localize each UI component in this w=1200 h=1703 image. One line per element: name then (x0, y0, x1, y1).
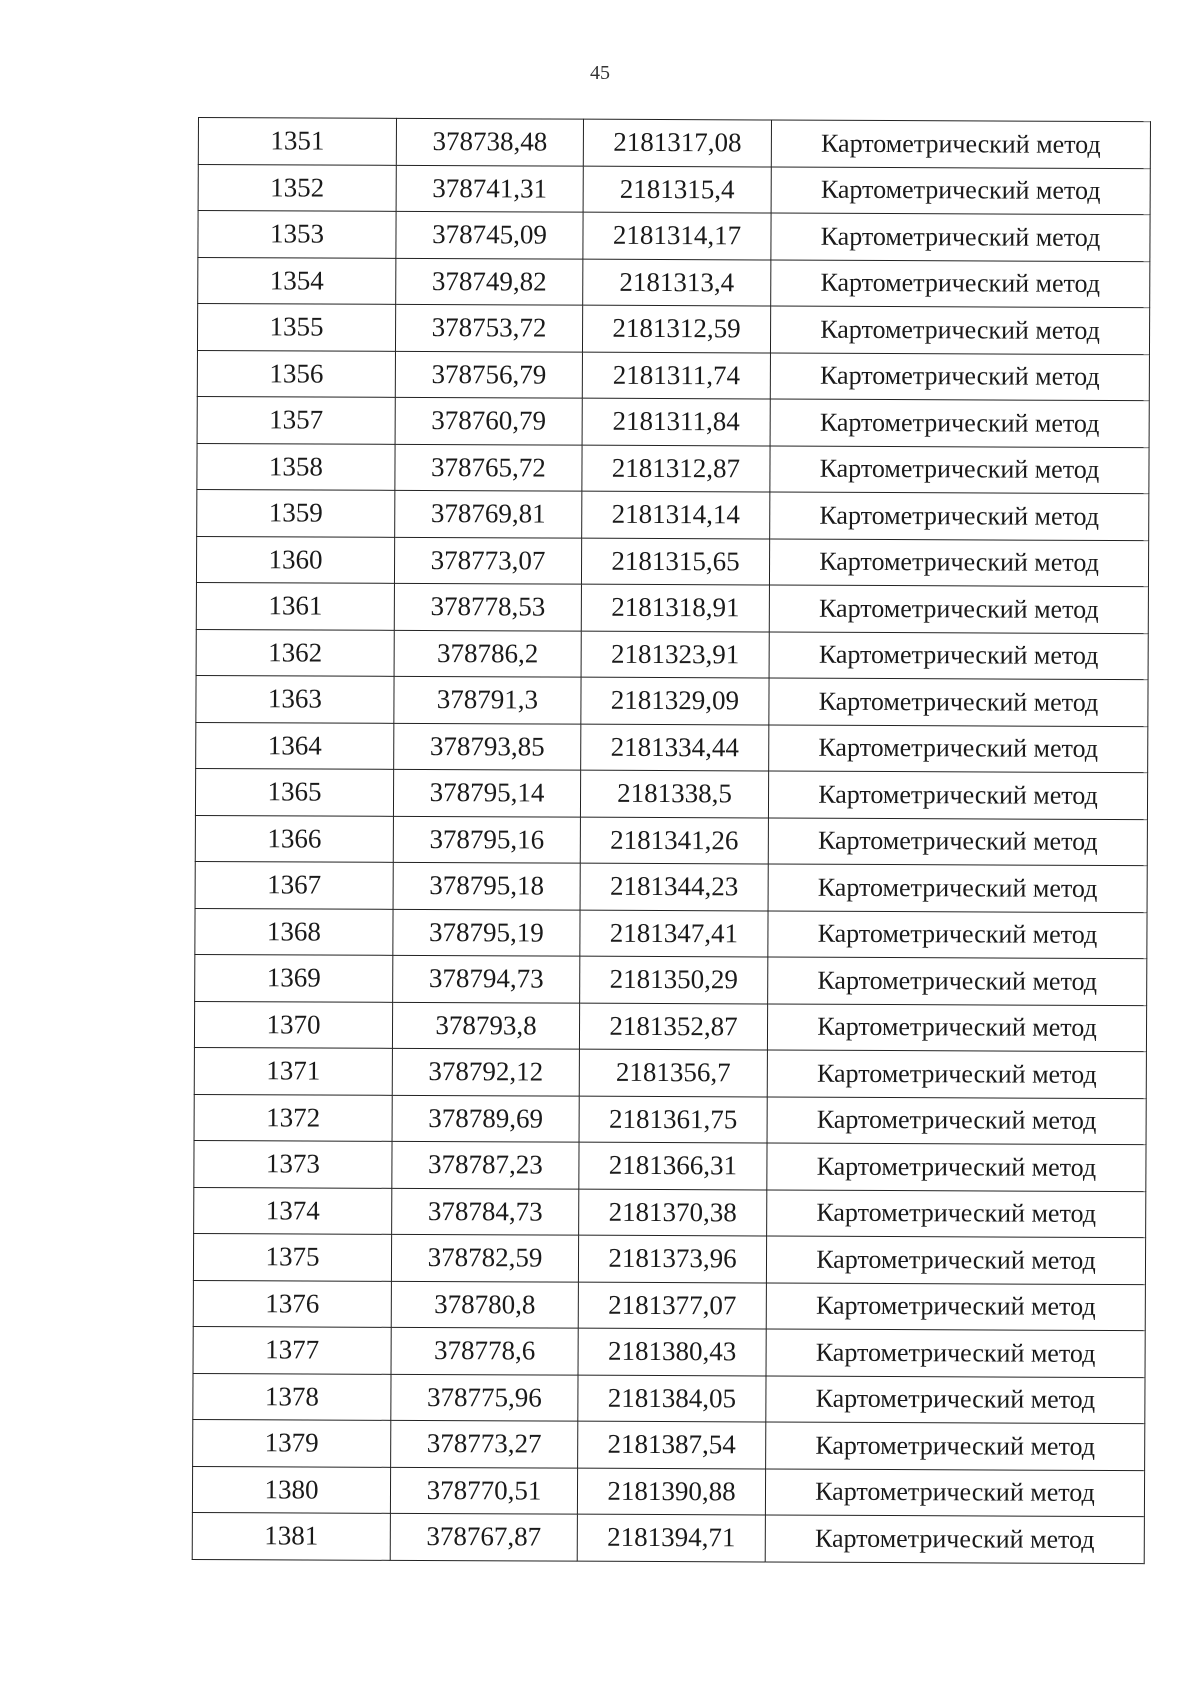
table-row (192, 1466, 1144, 1517)
y-coordinate-cell: 2181312,59 (582, 305, 770, 352)
x-coordinate-cell: 378778,53 (394, 583, 581, 630)
y-coordinate-cell: 2181344,23 (580, 863, 768, 910)
x-coordinate-cell: 378793,8 (392, 1002, 579, 1049)
table-row (193, 1373, 1145, 1424)
point-number-cell: 1361 (196, 582, 394, 629)
x-coordinate-cell: 378770,51 (390, 1467, 577, 1514)
method-cell: Картометрический метод (770, 306, 1149, 354)
method-cell: Картометрический метод (770, 399, 1149, 447)
y-coordinate-cell: 2181377,07 (578, 1282, 766, 1329)
coordinates-table (192, 117, 1151, 1564)
point-number-cell: 1362 (196, 629, 394, 676)
point-number-cell: 1369 (195, 954, 393, 1001)
y-coordinate-cell: 2181315,4 (583, 166, 771, 213)
method-cell: Картометрический метод (768, 771, 1147, 819)
y-coordinate-cell: 2181352,87 (579, 1003, 767, 1050)
point-number-cell: 1377 (193, 1326, 391, 1373)
method-cell: Картометрический метод (766, 1282, 1145, 1330)
x-coordinate-cell: 378756,79 (395, 351, 582, 398)
table-row (198, 164, 1150, 215)
table-row (193, 1233, 1145, 1284)
point-number-cell: 1374 (194, 1187, 392, 1234)
y-coordinate-cell: 2181366,31 (579, 1142, 767, 1189)
point-number-cell: 1379 (193, 1419, 391, 1466)
method-cell: Картометрический метод (768, 864, 1147, 912)
table-row (196, 722, 1148, 773)
method-cell: Картометрический метод (765, 1515, 1144, 1563)
point-number-cell: 1351 (198, 118, 396, 165)
y-coordinate-cell: 2181356,7 (579, 1049, 767, 1096)
table-row (198, 118, 1150, 169)
method-cell: Картометрический метод (765, 1468, 1144, 1516)
table-row (193, 1280, 1145, 1331)
table-row (194, 1140, 1146, 1191)
y-coordinate-cell: 2181313,4 (583, 259, 771, 306)
y-coordinate-cell: 2181370,38 (579, 1189, 767, 1236)
point-number-cell: 1378 (193, 1373, 391, 1420)
x-coordinate-cell: 378767,87 (390, 1513, 577, 1560)
point-number-cell: 1358 (197, 443, 395, 490)
method-cell: Картометрический метод (767, 1189, 1146, 1237)
point-number-cell: 1381 (192, 1512, 390, 1559)
point-number-cell: 1365 (195, 768, 393, 815)
point-number-cell: 1363 (196, 675, 394, 722)
point-number-cell: 1353 (198, 211, 396, 258)
y-coordinate-cell: 2181380,43 (578, 1328, 766, 1375)
y-coordinate-cell: 2181384,05 (578, 1375, 766, 1422)
point-number-cell: 1364 (196, 722, 394, 769)
y-coordinate-cell: 2181387,54 (578, 1421, 766, 1468)
point-number-cell: 1356 (197, 350, 395, 397)
table-row (195, 908, 1147, 959)
y-coordinate-cell: 2181323,91 (581, 631, 769, 678)
x-coordinate-cell: 378760,79 (395, 397, 582, 444)
x-coordinate-cell: 378787,23 (392, 1141, 579, 1188)
point-number-cell: 1368 (195, 908, 393, 955)
y-coordinate-cell: 2181329,09 (581, 677, 769, 724)
x-coordinate-cell: 378793,85 (394, 723, 581, 770)
x-coordinate-cell: 378741,31 (396, 165, 583, 212)
page-number: 45 (590, 62, 610, 84)
method-cell: Картометрический метод (771, 260, 1150, 308)
point-number-cell: 1354 (198, 257, 396, 304)
table-row (195, 768, 1147, 819)
table-row (195, 954, 1147, 1005)
method-cell: Картометрический метод (766, 1236, 1145, 1284)
point-number-cell: 1360 (196, 536, 394, 583)
point-number-cell: 1380 (192, 1466, 390, 1513)
method-cell: Картометрический метод (768, 817, 1147, 865)
x-coordinate-cell: 378791,3 (394, 676, 581, 723)
x-coordinate-cell: 378745,09 (396, 211, 583, 258)
method-cell: Картометрический метод (769, 631, 1148, 679)
point-number-cell: 1355 (197, 304, 395, 351)
x-coordinate-cell: 378794,73 (393, 955, 580, 1002)
x-coordinate-cell: 378773,27 (391, 1420, 578, 1467)
x-coordinate-cell: 378749,82 (396, 258, 583, 305)
y-coordinate-cell: 2181373,96 (578, 1235, 766, 1282)
method-cell: Картометрический метод (767, 1050, 1146, 1098)
x-coordinate-cell: 378786,2 (394, 630, 581, 677)
y-coordinate-cell: 2181311,84 (582, 398, 770, 445)
y-coordinate-cell: 2181390,88 (577, 1468, 765, 1515)
table-row (195, 815, 1147, 866)
method-cell: Картометрический метод (770, 353, 1149, 401)
table-row (193, 1326, 1145, 1377)
method-cell: Картометрический метод (769, 538, 1148, 586)
table-row (193, 1419, 1145, 1470)
method-cell: Картометрический метод (771, 167, 1150, 215)
point-number-cell: 1359 (197, 489, 395, 536)
table-row (196, 582, 1148, 633)
y-coordinate-cell: 2181314,17 (583, 212, 771, 259)
table-row (197, 304, 1149, 355)
table-row (198, 211, 1150, 262)
table-row (197, 350, 1149, 401)
point-number-cell: 1376 (193, 1280, 391, 1327)
table-row (195, 861, 1147, 912)
y-coordinate-cell: 2181361,75 (579, 1096, 767, 1143)
table-row (196, 629, 1148, 680)
x-coordinate-cell: 378795,19 (393, 909, 580, 956)
method-cell: Картометрический метод (766, 1375, 1145, 1423)
table-row (197, 396, 1149, 447)
y-coordinate-cell: 2181312,87 (582, 445, 770, 492)
method-cell: Картометрический метод (769, 585, 1148, 633)
method-cell: Картометрический метод (769, 678, 1148, 726)
x-coordinate-cell: 378753,72 (395, 304, 582, 351)
x-coordinate-cell: 378789,69 (392, 1095, 579, 1142)
point-number-cell: 1366 (195, 815, 393, 862)
y-coordinate-cell: 2181338,5 (580, 770, 768, 817)
point-number-cell: 1372 (194, 1094, 392, 1141)
x-coordinate-cell: 378769,81 (395, 490, 582, 537)
table-row (194, 1187, 1146, 1238)
method-cell: Картометрический метод (766, 1422, 1145, 1470)
y-coordinate-cell: 2181341,26 (580, 817, 768, 864)
table-row (197, 443, 1149, 494)
method-cell: Картометрический метод (768, 910, 1147, 958)
table-row (194, 1047, 1146, 1098)
x-coordinate-cell: 378795,18 (393, 862, 580, 909)
point-number-cell: 1357 (197, 396, 395, 443)
y-coordinate-cell: 2181334,44 (581, 724, 769, 771)
x-coordinate-cell: 378795,14 (393, 769, 580, 816)
method-cell: Картометрический метод (767, 1003, 1146, 1051)
point-number-cell: 1352 (198, 164, 396, 211)
x-coordinate-cell: 378792,12 (392, 1048, 579, 1095)
x-coordinate-cell: 378738,48 (396, 118, 583, 165)
point-number-cell: 1367 (195, 861, 393, 908)
point-number-cell: 1371 (194, 1047, 392, 1094)
x-coordinate-cell: 378765,72 (395, 444, 582, 491)
x-coordinate-cell: 378775,96 (391, 1374, 578, 1421)
x-coordinate-cell: 378784,73 (392, 1188, 579, 1235)
y-coordinate-cell: 2181317,08 (583, 119, 771, 166)
method-cell: Картометрический метод (770, 492, 1149, 540)
x-coordinate-cell: 378795,16 (393, 816, 580, 863)
method-cell: Картометрический метод (768, 957, 1147, 1005)
table-row (198, 257, 1150, 308)
point-number-cell: 1373 (194, 1140, 392, 1187)
y-coordinate-cell: 2181350,29 (580, 956, 768, 1003)
method-cell: Картометрический метод (766, 1329, 1145, 1377)
method-cell: Картометрический метод (771, 213, 1150, 261)
y-coordinate-cell: 2181394,71 (577, 1514, 765, 1561)
point-number-cell: 1370 (194, 1001, 392, 1048)
method-cell: Картометрический метод (767, 1096, 1146, 1144)
y-coordinate-cell: 2181315,65 (581, 538, 769, 585)
method-cell: Картометрический метод (767, 1143, 1146, 1191)
point-number-cell: 1375 (193, 1233, 391, 1280)
table-row (192, 1512, 1144, 1563)
x-coordinate-cell: 378778,6 (391, 1327, 578, 1374)
y-coordinate-cell: 2181318,91 (581, 584, 769, 631)
x-coordinate-cell: 378773,07 (394, 537, 581, 584)
y-coordinate-cell: 2181311,74 (582, 352, 770, 399)
table-row (194, 1001, 1146, 1052)
y-coordinate-cell: 2181314,14 (582, 491, 770, 538)
table-row (194, 1094, 1146, 1145)
x-coordinate-cell: 378780,8 (391, 1281, 578, 1328)
table-row (197, 489, 1149, 540)
y-coordinate-cell: 2181347,41 (580, 910, 768, 957)
table-row (196, 536, 1148, 587)
method-cell: Картометрический метод (769, 724, 1148, 772)
method-cell: Картометрический метод (771, 120, 1150, 168)
method-cell: Картометрический метод (770, 445, 1149, 493)
coordinates-table-body (192, 118, 1150, 1564)
table-row (196, 675, 1148, 726)
x-coordinate-cell: 378782,59 (391, 1234, 578, 1281)
